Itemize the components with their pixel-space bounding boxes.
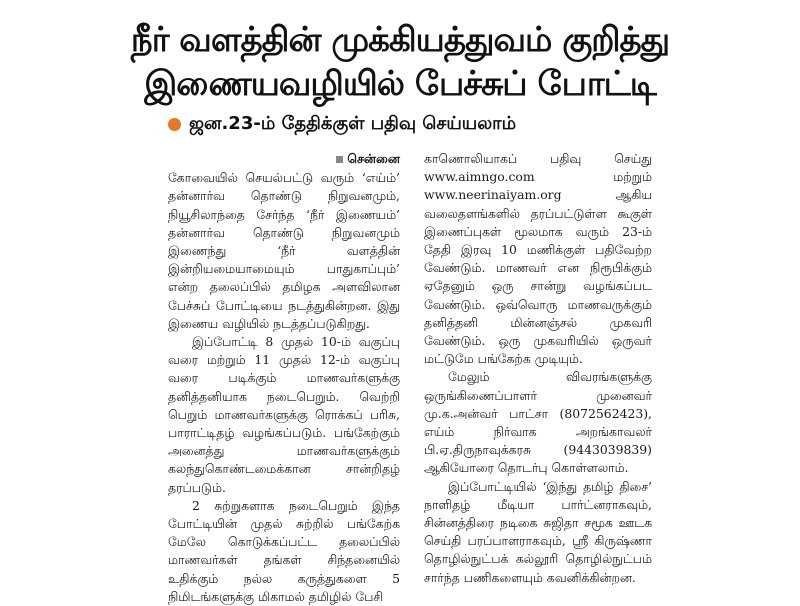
article-column-1	[168, 150, 400, 606]
paragraph: இப்போட்டியில் ‘இந்து தமிழ் திசை’ நாளிதழ் மீடியா பார்ட்னராகவும், சின்னத்திரை நடிகை சுஜிதா சமூக ஊடக செய்தி பரப்பாளராகவும், ஸ்ரீ கிருஷ்ணா தொழில்நுட்பக் கல்லூரி தொழில்நுட்பம் சார்ந்த பணிகளையும் கவனிக்கின்றன.	[424, 478, 652, 585]
paragraph: 2 சுற்றுகளாக நடைபெறும் இந்த போட்டியின் முதல் சுற்றில் பங்கேற்க மேலே கொடுக்கப்பட்ட தலைப்பில் மாணவர்கள் தங்கள் சிந்தனையில் உதிக்கும் நல்ல கருத்துகளை 5 நிமிடங்களுக்கு மிகாமல் தமிழில் பேசி	[168, 497, 400, 604]
headline-line-1: நீர் வளத்தின் முக்கியத்துவம் குறித்து	[130, 20, 670, 60]
paragraph: காணொலியாகப் பதிவு செய்து www.aimngo.com மற்றும் www.neerinaiyam.org ஆகிய வலைதளங்களில் தரப்பட்டுள்ள கூகுள் இணைப்புகள் மூலமாக வரும் 23-ம் தேதி இரவு 10 மணிக்குள் பதிவேற்ற வேண்டும். மாணவர் என நிரூபிக்கும் ஏதேனும் ஒரு சான்று வழங்கப்பட வேண்டும். ஒவ்வொரு மாணவருக்கும் தனித்தனி மின்னஞ்சல் முகவரி வேண்டும். ஒரு முகவரியில் ஒருவர் மட்டுமே பங்கேற்க முடியும்.	[424, 151, 652, 367]
article-column-2	[424, 150, 652, 587]
subheadline-text: ஜன.23-ம் தேதிக்குள் பதிவு செய்யலாம்	[189, 113, 517, 134]
square-marker-icon	[336, 156, 343, 163]
paragraph: இப்போட்டி 8 முதல் 10-ம் வகுப்பு வரை மற்றும் 11 முதல் 12-ம் வகுப்பு வரை படிக்கும் மாணவர்களுக்கு தனித்தனியாக நடைபெறும். வெற்றி பெறும் மாணவர்களுக்கு ரொக்கப் பரிசு, பாராட்டிதழ் வழங்கப்படும். பங்கேற்கும் அனைத்து மாணவர்களுக்கும் கலந்துகொண்டமைக்கான சான்றிதழ் தரப்படும்.	[168, 334, 400, 495]
headline	[0, 18, 800, 106]
paragraph: கோவையில் செயல்பட்டு வரும் ‘எய்ம்’ தன்னார்வ தொண்டு நிறுவனமும், நியூசிலாந்தை சேர்ந்த ‘நீர் இணையம்’ தன்னார்வ தொண்டு நிறுவனமும் இணைந்து ‘நீர் வளத்தின் இன்றியமையாமையும் பாதுகாப்பும்’ என்ற தலைப்பில் தமிழக அளவிலான பேச்சுப் போட்டியை நடத்துகின்றன. இது இணைய வழியில் நடத்தப்படுகிறது.	[168, 170, 400, 331]
dateline	[168, 150, 400, 168]
dateline-text: சென்னை	[347, 151, 400, 166]
bullet-dot-icon	[168, 118, 181, 131]
paragraph: மேலும் விவரங்களுக்கு ஒருங்கிணைப்பாளர் முனைவர் மு.க.அன்வர் பாட்சா (8072562423), எய்ம் நிர்வாக அறங்காவலர் பி.ஏ.திருநாவுக்கரசு (9443039839) ஆகியோரை தொடர்பு கொள்ளலாம்.	[424, 369, 652, 476]
subheadline	[168, 113, 516, 136]
headline-line-2: இணையவழியில் பேச்சுப் போட்டி	[144, 64, 656, 104]
